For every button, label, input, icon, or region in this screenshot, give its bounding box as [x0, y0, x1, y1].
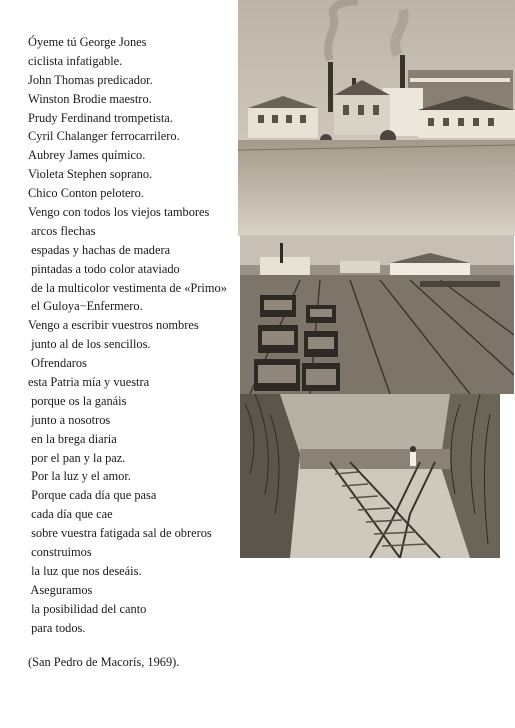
poem-line: pintadas a todo color ataviado: [28, 261, 180, 276]
poem-line: junto al de los sencillos.: [28, 337, 151, 352]
poem-line: para todos.: [28, 620, 86, 635]
poem-line: Winston Brodie maestro.: [28, 91, 152, 106]
poem-line: el Guloya−Enfermero.: [28, 299, 143, 314]
poem-line: ciclista infatigable.: [28, 53, 123, 68]
poem-line: sobre vuestra fatigada sal de obreros: [28, 526, 212, 541]
poem-line: esta Patria mía y vuestra: [28, 375, 150, 390]
cane-field-railway-illustration: [240, 394, 500, 558]
poem-line: Por la luz y el amor.: [28, 469, 131, 484]
poem-line: Cyril Chalanger ferrocarrilero.: [28, 129, 180, 144]
poem-line: de la multicolor vestimenta de «Primo»: [28, 280, 227, 295]
rail-yard-photo: [240, 235, 514, 394]
poem-line: Porque cada día que pasa: [28, 488, 157, 503]
poem-line: la posibilidad del canto: [28, 601, 147, 616]
poem-line: cada día que cae: [28, 507, 113, 522]
place-date-signature: (San Pedro de Macorís, 1969).: [28, 655, 180, 669]
poem-line: espadas y hachas de madera: [28, 242, 171, 257]
poem-line: la luz que nos deseáis.: [28, 563, 142, 578]
poem-line: arcos flechas: [28, 223, 96, 238]
poem-line: Prudy Ferdinand trompetista.: [28, 110, 173, 125]
rail-yard-illustration: [240, 235, 514, 394]
poem-line: Vengo a escribir vuestros nombres: [28, 318, 199, 333]
sugar-mill-photo: [238, 0, 515, 236]
poem-line: Óyeme tú George Jones: [28, 35, 147, 49]
poem-line: Violeta Stephen soprano.: [28, 167, 153, 182]
poem-line: por el pan y la paz.: [28, 450, 126, 465]
poem-line: porque os la ganáis: [28, 393, 127, 408]
poem-line: construimos: [28, 545, 92, 560]
poem-line: Aubrey James químico.: [28, 148, 146, 163]
poem-line: Ofrendaros: [28, 356, 87, 371]
poem-line: John Thomas predicador.: [28, 72, 153, 87]
poem-line: Vengo con todos los viejos tambores: [28, 205, 210, 220]
poem-line: Aseguramos: [28, 582, 93, 597]
sugar-mill-illustration: [238, 0, 515, 236]
poem-line: en la brega diaria: [28, 431, 117, 446]
poem-line: Chico Conton pelotero.: [28, 186, 144, 201]
cane-field-railway-photo: [240, 394, 500, 558]
poem-text: [28, 33, 227, 638]
poem-line: junto a nosotros: [28, 412, 111, 427]
